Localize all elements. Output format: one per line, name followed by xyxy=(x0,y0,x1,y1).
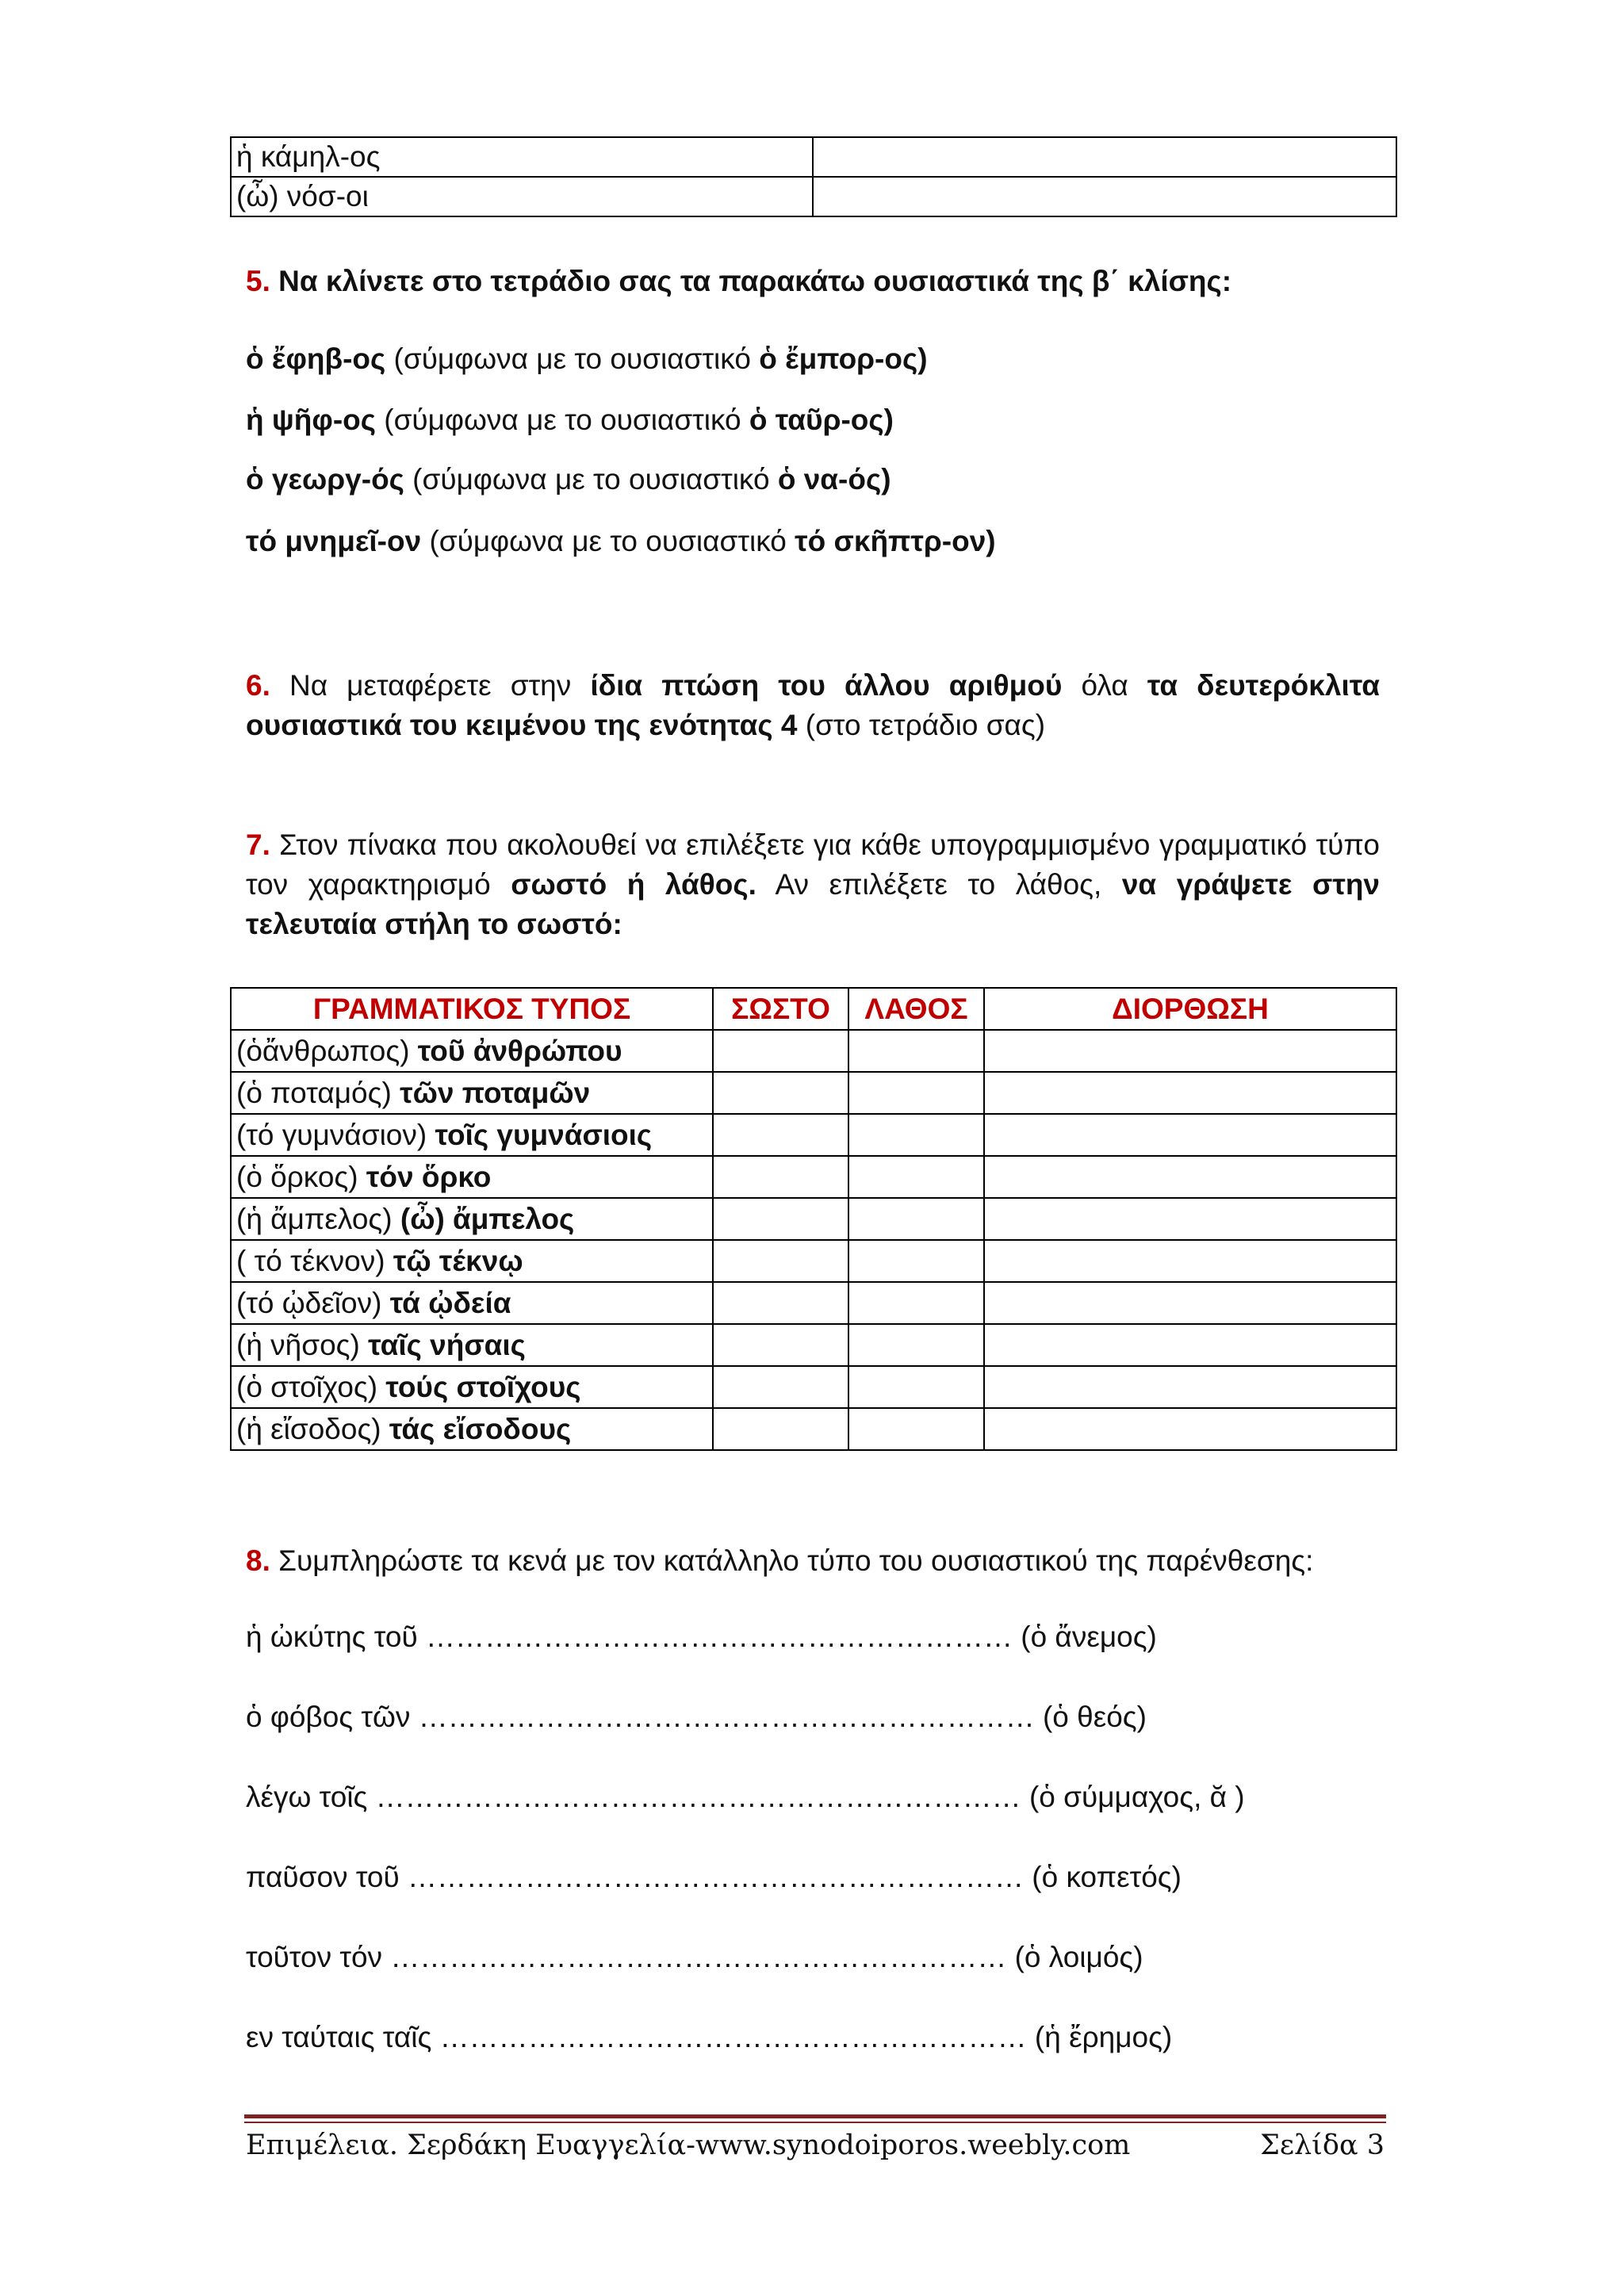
instruction-text: (σύμφωνα με το ουσιαστικό xyxy=(385,342,760,375)
exercise-5-item xyxy=(246,400,894,440)
page-number: Σελίδα 3 xyxy=(1260,2130,1385,2161)
grammar-form-cell xyxy=(231,1114,713,1156)
exercise-number: 5. xyxy=(246,265,270,297)
noun-hint: (ὁ θεός) xyxy=(1034,1701,1147,1733)
instruction-text: (σύμφωνα με το ουσιαστικό xyxy=(421,525,795,557)
base-noun: ( τό τέκνον) xyxy=(236,1244,385,1277)
table-row xyxy=(231,1156,1396,1198)
blank-dots[interactable]: …………………………………………………… xyxy=(425,1621,1013,1653)
wrong-cell[interactable] xyxy=(848,1282,984,1324)
instruction-text: (σύμφωνα με το ουσιαστικό xyxy=(404,463,778,496)
answer-cell[interactable] xyxy=(813,137,1396,177)
instruction-bold: τα δευτερόκλιτα ουσιαστικά του κειμένου της ενότητας 4 xyxy=(246,669,1380,741)
exercise-5-item xyxy=(246,460,891,499)
table-row xyxy=(231,1282,1396,1324)
exercise-number: 8. xyxy=(246,1544,270,1577)
model-noun: ὁ ἔμπορ-ος) xyxy=(759,342,928,375)
grammar-form-cell xyxy=(231,1198,713,1240)
correct-cell[interactable] xyxy=(713,1030,848,1072)
column-header: ΣΩΣΤΟ xyxy=(713,988,848,1030)
base-noun: (ἡ εἴσοδος) xyxy=(236,1412,381,1445)
exercise-5-item xyxy=(246,522,996,561)
correction-cell[interactable] xyxy=(984,1408,1396,1450)
table-row xyxy=(231,1072,1396,1114)
exercise-heading: Συμπληρώστε τα κενά με τον κατάλληλο τύπο του ουσιαστικού της παρένθεσης: xyxy=(270,1544,1314,1577)
correction-cell[interactable] xyxy=(984,1240,1396,1282)
table-row xyxy=(231,1408,1396,1450)
column-header: ΔΙΟΡΘΩΣΗ xyxy=(984,988,1396,1030)
correction-cell[interactable] xyxy=(984,1114,1396,1156)
base-noun: (ὁ ὅρκος) xyxy=(236,1160,358,1193)
correction-cell[interactable] xyxy=(984,1030,1396,1072)
column-header: ΓΡΑΜΜΑΤΙΚΟΣ ΤΥΠΟΣ xyxy=(231,988,713,1030)
footer-credit: Επιμέλεια. Σερδάκη Ευαγγελία-www.synodoiporos.weebly.com xyxy=(246,2130,1131,2161)
correct-cell[interactable] xyxy=(713,1282,848,1324)
base-noun: (ὁ στοῖχος) xyxy=(236,1370,378,1403)
correct-cell[interactable] xyxy=(713,1240,848,1282)
grammar-form-cell xyxy=(231,1030,713,1072)
fill-line xyxy=(246,1781,1245,1814)
sentence-start: ὁ φόβος τῶν xyxy=(246,1701,419,1733)
instruction-bold: σωστό ή λάθος. xyxy=(511,868,756,901)
noun-cell: ἡ κάμηλ-ος xyxy=(231,137,813,177)
instruction-text: (στο τετράδιο σας) xyxy=(797,709,1046,741)
model-noun: τό σκῆπτρ-ον) xyxy=(795,525,996,557)
exercise-6-paragraph xyxy=(246,666,1380,745)
table-row xyxy=(231,137,1396,177)
sentence-start: τοῦτον τόν xyxy=(246,1941,391,1973)
correction-cell[interactable] xyxy=(984,1072,1396,1114)
instruction-text: Να μεταφέρετε στην xyxy=(270,669,591,702)
blank-dots[interactable]: ……………………………………………………… xyxy=(418,1701,1035,1733)
inflected-form: τῶν ποταμῶν xyxy=(400,1076,591,1109)
inflected-form: τοῖς γυμνάσιοις xyxy=(435,1118,653,1151)
blank-dots[interactable]: …………………………………………………… xyxy=(439,2021,1027,2053)
instruction-text: Στον πίνακα που ακολουθεί να επιλέξετε για κάθε υπογραμμισμένο γραμματικό τύπο τον χαρακτηρισμό xyxy=(246,828,1380,901)
inflected-form: τόν ὅρκο xyxy=(366,1160,492,1193)
wrong-cell[interactable] xyxy=(848,1240,984,1282)
noun-hint: (ὁ κοπετός) xyxy=(1024,1861,1182,1893)
exercise-number: 7. xyxy=(246,828,270,861)
table-row xyxy=(231,1240,1396,1282)
inflected-form: (ὦ) ἄμπελος xyxy=(400,1202,575,1235)
base-noun: (ἡ ἄμπελος) xyxy=(236,1202,393,1235)
sentence-start: λέγω τοῖς xyxy=(246,1781,376,1813)
blank-dots[interactable]: ……………………………………………………… xyxy=(408,1861,1025,1893)
grammar-form-cell xyxy=(231,1072,713,1114)
answer-cell[interactable] xyxy=(813,177,1396,216)
wrong-cell[interactable] xyxy=(848,1030,984,1072)
correct-cell[interactable] xyxy=(713,1114,848,1156)
wrong-cell[interactable] xyxy=(848,1366,984,1408)
inflected-form: τοῦ ἀνθρώπου xyxy=(417,1034,622,1067)
inflected-form: τά ᾠδεία xyxy=(389,1286,511,1319)
table-header-row xyxy=(231,988,1396,1030)
noun-hint: (ἡ ἔρημος) xyxy=(1026,2021,1173,2053)
correct-cell[interactable] xyxy=(713,1156,848,1198)
wrong-cell[interactable] xyxy=(848,1072,984,1114)
table-row xyxy=(231,1114,1396,1156)
column-header: ΛΑΘΟΣ xyxy=(848,988,984,1030)
inflected-form: ταῖς νήσαις xyxy=(368,1328,526,1361)
correction-cell[interactable] xyxy=(984,1324,1396,1366)
noun-form: ὁ ἔφηβ-ος xyxy=(246,342,386,375)
correct-cell[interactable] xyxy=(713,1408,848,1450)
grammar-form-cell xyxy=(231,1240,713,1282)
correct-cell[interactable] xyxy=(713,1198,848,1240)
noun-hint: (ὁ ἄνεμος) xyxy=(1012,1621,1157,1653)
grammar-form-cell xyxy=(231,1156,713,1198)
table-row xyxy=(231,1324,1396,1366)
exercise-8-title xyxy=(246,1541,1313,1581)
noun-hint: (ὁ σύμμαχος, ᾰ ) xyxy=(1021,1781,1245,1813)
exercise-heading: Να κλίνετε στο τετράδιο σας τα παρακάτω ουσιαστικά της β΄ κλίσης: xyxy=(270,265,1232,297)
grammar-form-cell xyxy=(231,1282,713,1324)
base-noun: (ὁ ποταμός) xyxy=(236,1076,392,1109)
noun-cell: (ὦ) νόσ-οι xyxy=(231,177,813,216)
wrong-cell[interactable] xyxy=(848,1198,984,1240)
table-row xyxy=(231,177,1396,216)
sentence-start: εν ταύταις ταῖς xyxy=(246,2021,440,2053)
blank-dots[interactable]: ……………………………………………………… xyxy=(390,1941,1007,1973)
table-row xyxy=(231,1366,1396,1408)
instruction-text: όλα xyxy=(1062,669,1147,702)
grammar-table xyxy=(230,987,1397,1451)
model-noun: ὁ ταῦρ-ος) xyxy=(749,404,894,436)
sentence-start: παῦσον τοῦ xyxy=(246,1861,408,1893)
base-noun: (ἡ νῆσος) xyxy=(236,1328,360,1361)
table-row xyxy=(231,1198,1396,1240)
correct-cell[interactable] xyxy=(713,1366,848,1408)
noun-hint: (ὁ λοιμός) xyxy=(1006,1941,1143,1973)
instruction-text: (σύμφωνα με το ουσιαστικό xyxy=(376,404,749,436)
exercise-number: 6. xyxy=(246,669,270,702)
instruction-bold: ίδια πτώση του άλλου αριθμού xyxy=(590,669,1063,702)
noun-form: ἡ ψῆφ-ος xyxy=(246,404,376,436)
inflected-form: τάς εἴσοδους xyxy=(389,1412,572,1445)
base-noun: (τό ᾠδεῖον) xyxy=(236,1286,382,1319)
instruction-text: Αν επιλέξετε το λάθος, xyxy=(756,868,1122,901)
footer-rule-thin xyxy=(244,2122,1386,2123)
correct-cell[interactable] xyxy=(713,1072,848,1114)
base-noun: (ὁἄνθρωπος) xyxy=(236,1034,410,1067)
noun-form: ὁ γεωργ-ός xyxy=(246,463,404,496)
footer-rule-thick xyxy=(244,2114,1386,2118)
exercise-5-title xyxy=(246,262,1231,301)
correct-cell[interactable] xyxy=(713,1324,848,1366)
correction-cell[interactable] xyxy=(984,1282,1396,1324)
correction-cell[interactable] xyxy=(984,1198,1396,1240)
fill-line xyxy=(246,2021,1172,2054)
grammar-form-cell xyxy=(231,1366,713,1408)
model-noun: ὁ να-ός) xyxy=(777,463,891,496)
wrong-cell[interactable] xyxy=(848,1156,984,1198)
correction-cell[interactable] xyxy=(984,1366,1396,1408)
sentence-start: ἡ ὠκύτης τοῦ xyxy=(246,1621,426,1653)
blank-dots[interactable]: ………………………………………………………… xyxy=(375,1781,1021,1813)
instruction-bold: να γράψετε στην τελευταία στήλη το σωστό: xyxy=(246,868,1381,940)
correction-cell[interactable] xyxy=(984,1156,1396,1198)
inflected-form: τῷ τέκνῳ xyxy=(393,1244,523,1277)
noun-form: τό μνημεῖ-ον xyxy=(246,525,422,557)
exercise-7-paragraph xyxy=(246,825,1380,944)
grammar-form-cell xyxy=(231,1408,713,1450)
grammar-form-cell xyxy=(231,1324,713,1366)
wrong-cell[interactable] xyxy=(848,1114,984,1156)
base-noun: (τό γυμνάσιον) xyxy=(236,1118,427,1151)
exercise-5-item xyxy=(246,339,928,379)
wrong-cell[interactable] xyxy=(848,1408,984,1450)
fill-line xyxy=(246,1701,1147,1734)
table-row xyxy=(231,1030,1396,1072)
top-answer-table xyxy=(230,136,1397,217)
fill-line xyxy=(246,1621,1157,1654)
fill-line xyxy=(246,1941,1143,1974)
fill-line xyxy=(246,1861,1182,1894)
inflected-form: τούς στοῖχους xyxy=(385,1370,581,1403)
wrong-cell[interactable] xyxy=(848,1324,984,1366)
